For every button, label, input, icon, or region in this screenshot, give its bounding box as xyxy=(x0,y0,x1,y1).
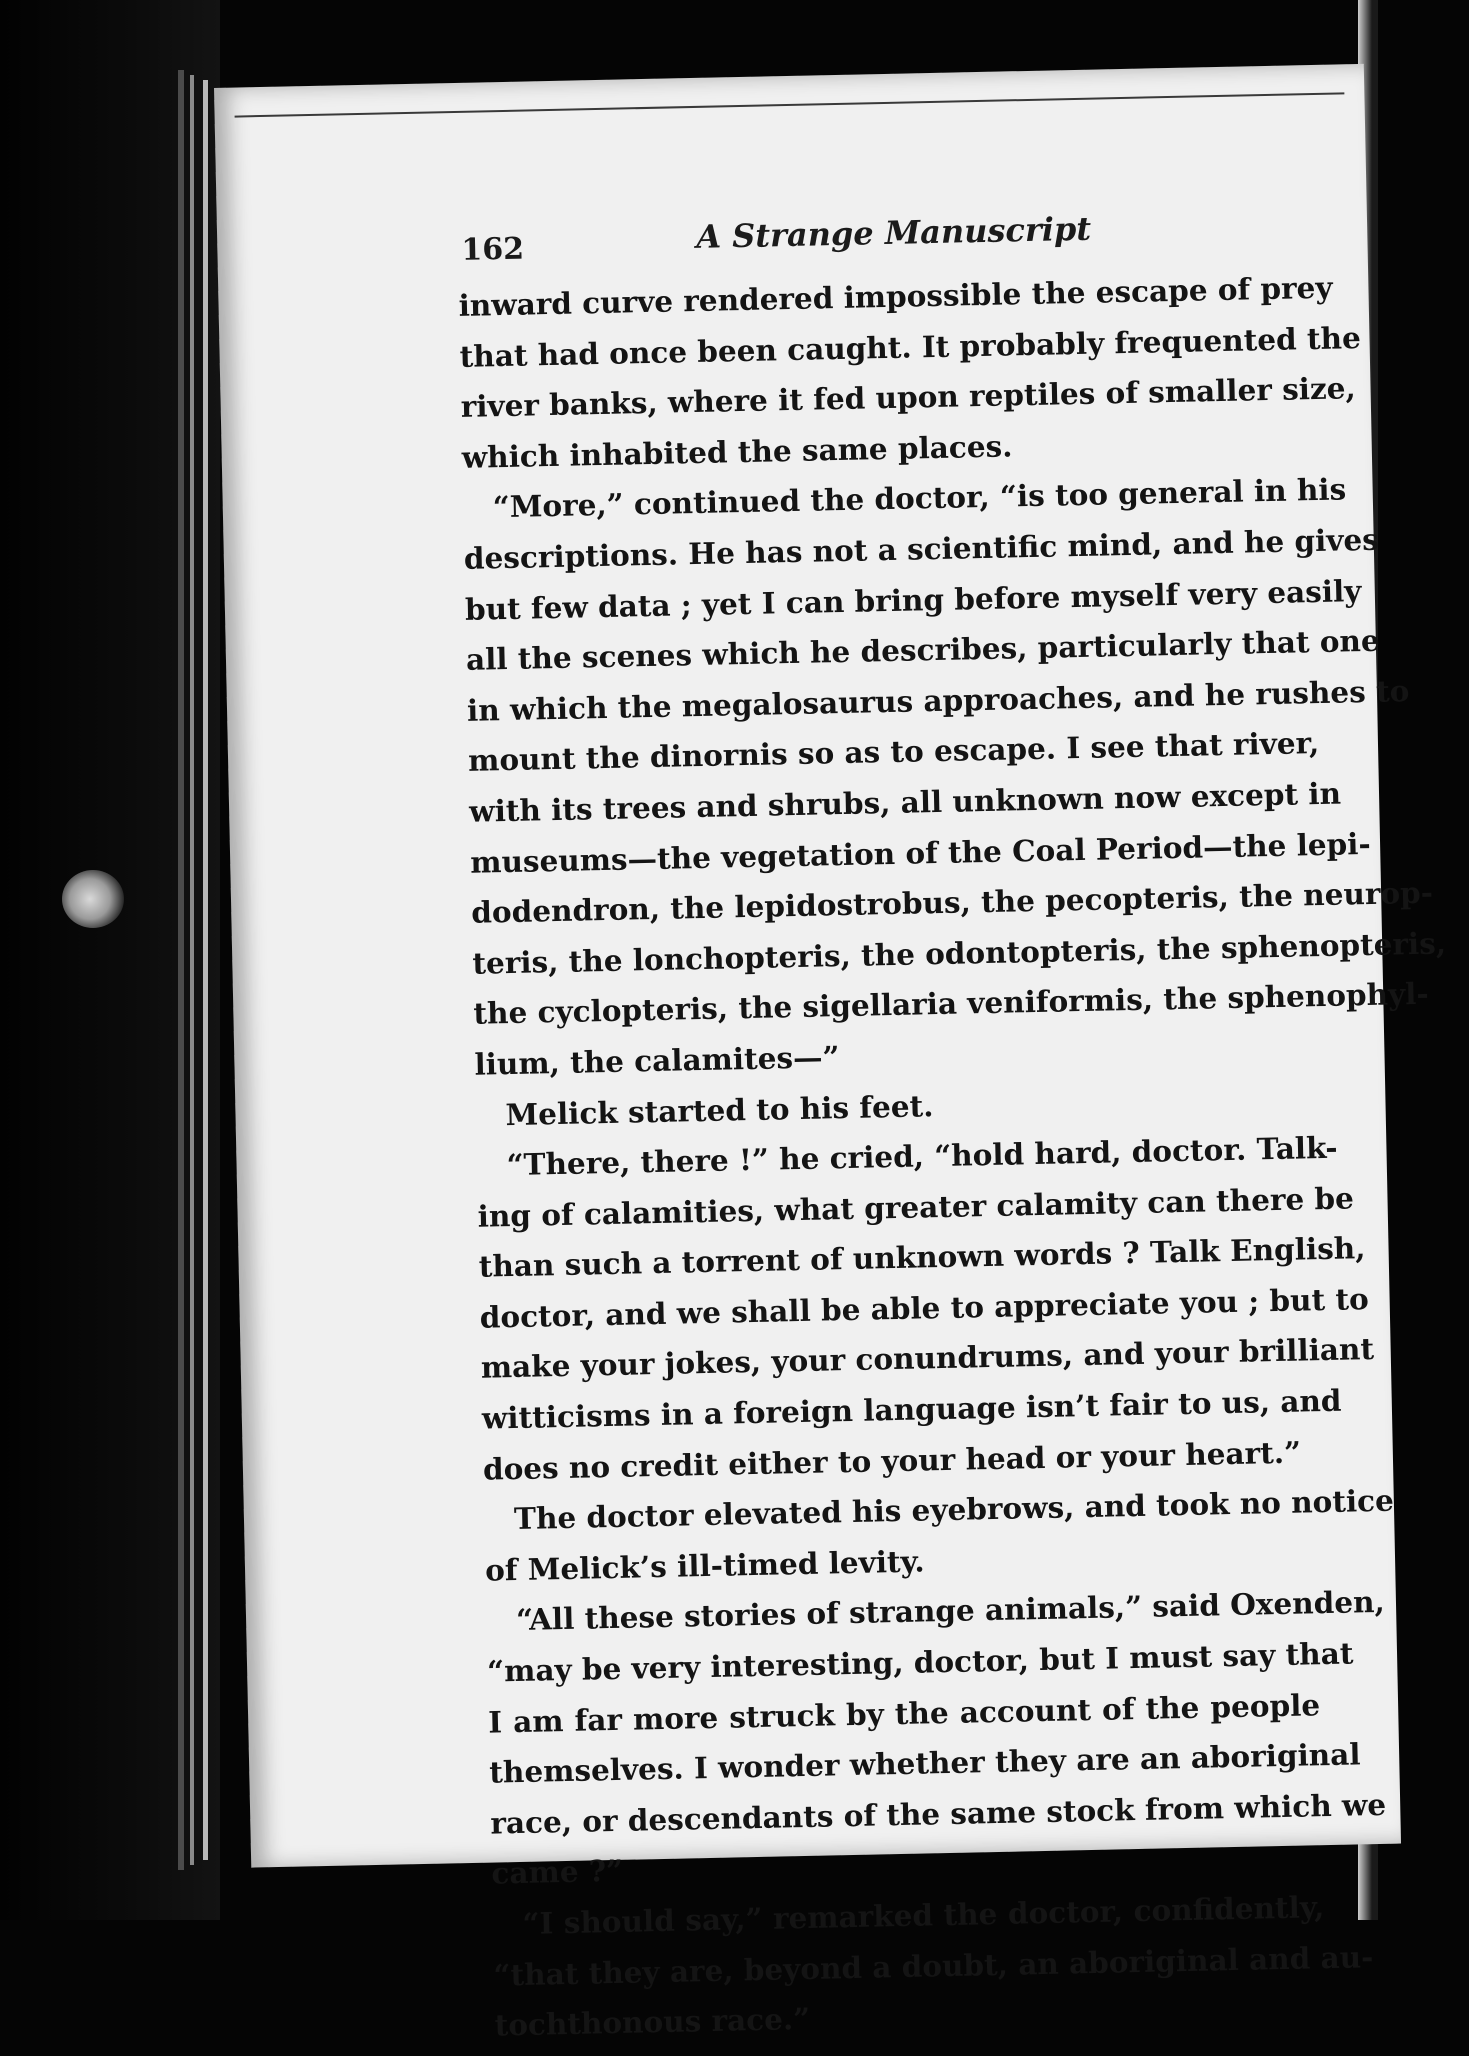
page-top-rule xyxy=(235,92,1345,117)
text-line: “I should say,” remarked the doctor, confidently, xyxy=(522,1889,1325,1941)
book-page xyxy=(214,64,1447,2043)
text-line: The doctor elevated his eyebrows, and took no notice xyxy=(513,1482,1395,1537)
text-line: river banks, where it fed upon reptiles of smaller size, xyxy=(460,370,1357,425)
text-line: make your jokes, your conundrums, and your brilliant xyxy=(480,1331,1375,1386)
text-line: which inhabited the same places. xyxy=(461,428,1013,475)
text-line: that had once been caught. It probably frequented the xyxy=(459,319,1362,374)
text-line: tochthonous race.” xyxy=(494,2001,811,2043)
text-line: ing of calamities, what greater calamity can there be xyxy=(477,1180,1355,1234)
text-line: witticisms in a foreign language isn’t fair to us, and xyxy=(481,1382,1342,1436)
text-line: descriptions. He has not a scientific mind, and he gives xyxy=(463,521,1380,576)
text-line: the cyclopteris, the sigellaria veniformis, the sphenophyl- xyxy=(473,976,1429,1032)
running-head xyxy=(461,206,1282,273)
text-line: came ?” xyxy=(491,1853,624,1891)
spine-edge-line xyxy=(190,75,194,1865)
text-line: “There, there !” he cried, “hold hard, doctor. Talk- xyxy=(506,1129,1338,1183)
body-text xyxy=(458,264,1447,2052)
text-line: doctor, and we shall be able to appreciate you ; but to xyxy=(479,1280,1370,1335)
spine-edge-line xyxy=(203,80,208,1860)
text-line: of Melick’s ill-timed levity. xyxy=(484,1543,925,1588)
text-line: “that they are, beyond a doubt, an aboriginal and au- xyxy=(493,1938,1374,1993)
text-line: in which the megalosaurus approaches, and he rushes to xyxy=(466,672,1410,728)
text-line: I am far more struck by the account of the people xyxy=(487,1686,1321,1740)
text-line: but few data ; yet I can bring before myself very easily xyxy=(464,572,1362,627)
spine-edge-line xyxy=(178,70,184,1870)
text-line: does no credit either to your head or your heart.” xyxy=(482,1434,1302,1487)
text-line: Melick started to his feet. xyxy=(505,1087,934,1132)
text-line: “may be very interesting, doctor, but I must say that xyxy=(486,1635,1354,1689)
book-spine-margin xyxy=(0,0,220,1920)
text-line: than such a torrent of unknown words ? Talk English, xyxy=(478,1230,1366,1284)
running-title: A Strange Manuscript xyxy=(695,209,1092,256)
text-line: themselves. I wonder whether they are an aboriginal xyxy=(488,1736,1361,1790)
scan-smudge xyxy=(62,870,124,928)
text-line: all the scenes which he describes, particularly that one xyxy=(465,622,1381,677)
text-line: museums—the vegetation of the Coal Period—the lepi- xyxy=(469,825,1372,880)
page-number: 162 xyxy=(461,231,525,268)
text-line: “All these stories of strange animals,” said Oxenden, xyxy=(515,1584,1386,1638)
text-line: mount the dinornis so as to escape. I see that river, xyxy=(467,725,1320,779)
text-line: “More,” continued the doctor, “is too general in his xyxy=(492,471,1347,525)
text-line: teris, the lonchopteris, the odontopteris, the sphenopteris, xyxy=(472,925,1447,981)
text-line: lium, the calamites—” xyxy=(474,1039,840,1082)
text-line: inward curve rendered impossible the escape of prey xyxy=(458,269,1333,323)
text-line: with its trees and shrubs, all unknown now except in xyxy=(468,775,1342,829)
text-line: race, or descendants of the same stock from which we xyxy=(490,1786,1387,1841)
text-line: dodendron, the lepidostrobus, the pecopteris, the neurop- xyxy=(470,874,1434,930)
